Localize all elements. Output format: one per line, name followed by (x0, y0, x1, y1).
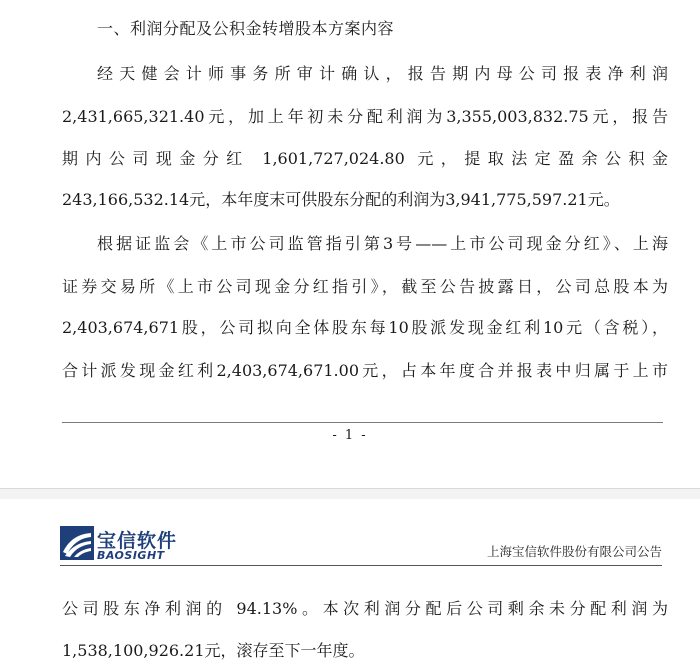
page-separator (0, 488, 700, 499)
baosight-logo-mark-icon (60, 526, 94, 560)
header-divider (60, 565, 662, 566)
section-heading: 一、利润分配及公积金转增股本方案内容 (97, 19, 395, 38)
document-page-2 (0, 499, 700, 671)
logo-text-en: BAOSIGHT (97, 549, 165, 562)
paragraph-1-line-2: 2,431,665,321.40元，加上年初未分配利润为3,355,003,832.75元，报告 (62, 107, 668, 126)
paragraph-1-line-3: 期内公司现金分红 1,601,727,024.80 元，提取法定盈余公积金 (62, 149, 668, 168)
paragraph-1-line-1: 经天健会计师事务所审计确认，报告期内母公司报表净利润 (97, 64, 668, 83)
paragraph-1-line-4: 243,166,532.14元，本年度末可供股东分配的利润为3,941,775,597.21元。 (62, 190, 620, 209)
paragraph-2-line-2: 证券交易所《上市公司现金分红指引》，截至公告披露日，公司总股本为 (62, 277, 668, 296)
paragraph-2-line-1: 根据证监会《上市公司监管指引第3号——上市公司现金分红》、上海 (97, 234, 668, 253)
footer-divider (62, 422, 663, 423)
paragraph-2-line-3: 2,403,674,671股，公司拟向全体股东每10股派发现金红利10元（含税）， (62, 318, 668, 337)
baosight-logo (60, 526, 180, 562)
continuation-line-1: 公司股东净利润的 94.13%。本次利润分配后公司剩余未分配利润为 (62, 599, 668, 618)
announcement-header: 上海宝信软件股份有限公司公告 (486, 544, 662, 559)
paragraph-2-line-4: 合计派发现金红利2,403,674,671.00元，占本年度合并报表中归属于上市 (62, 361, 668, 380)
page-number: - 1 - (332, 428, 368, 443)
continuation-line-2: 1,538,100,926.21元，滚存至下一年度。 (62, 641, 365, 660)
logo-text-cn: 宝信软件 (97, 530, 178, 552)
